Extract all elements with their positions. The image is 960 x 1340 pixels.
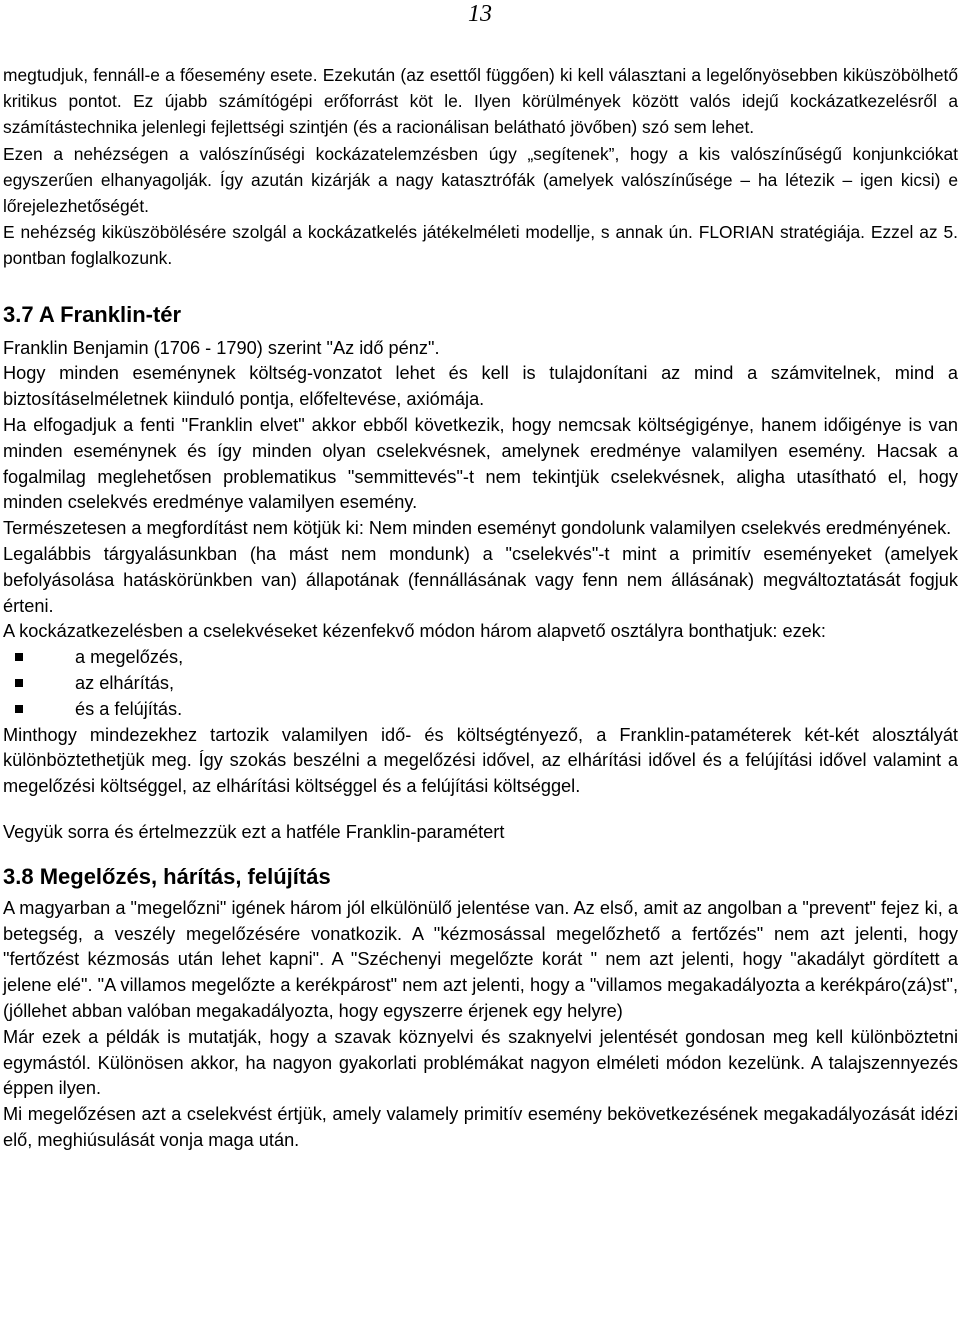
paragraph: Mi megelőzésen azt a cselekvést értjük, amely valamely primitív esemény bekövetkezésének megakadályozását idézi elő, meghiúsulását vonja maga után. — [3, 1104, 958, 1150]
intro-section — [3, 62, 958, 272]
list-item-label: az elhárítás, — [75, 672, 175, 693]
section-38-body — [3, 896, 958, 1154]
paragraph: Ha elfogadjuk a fenti "Franklin elvet" akkor ebből következik, hogy nemcsak költségigénye, hanem időigénye is van minden eseménynek és így minden olyan cselekvésnek, amelynek eredménye valamilyen esemény. Hacsak a fogalmilag meglehetősen problematikus "semmittevés"-t nem tekintjük cselekvésnek, aligha utasítható el, hogy minden cselekvés eredménye valamilyen esemény. — [3, 415, 958, 513]
paragraph: E nehézség kiküszöbölésére szolgál a kockázatkelés játékelméleti modellje, s annak ún. FLORIAN stratégiája. Ezzel az 5. pontban foglalkozunk. — [3, 222, 958, 269]
paragraph: Hogy minden eseménynek költség-vonzatot lehet és kell is tulajdonítani az mind a számvitelnek, mind a biztosításelméletnek kiinduló pontja, előfeltevése, axiómája. — [3, 363, 958, 410]
paragraph: A magyarban a "megelőzni" igének három jól elkülönülő jelentése van. Az első, amit az angolban a "prevent" fejez ki, a betegség, a veszély megelőzésére vonatkozik. A "kézmosással megelőzhető a fertőzés" nem azt jelenti, hogy "fertőzést kézmosás után lehet kapni". A "Széchenyi megelőzte korát " nem azt jelenti, hogy "akadályt gördített a jelene elé". "A villamos megelőzte a kerékpárost" nem azt jelenti, hogy a "villamos megakadályozta a kerékpáro(zá)st", (jóllehet abban valóban megakadályozta, hogy egyszerre érjenek egy helyre) — [3, 897, 958, 1021]
list-item-label: és a felújítás. — [75, 698, 183, 719]
paragraph: Minthogy mindezekhez tartozik valamilyen idő- és költségtényező, a Franklin-pataméterek két-két alosztályát különböztethetjük meg. Így szokás beszélni a megelőzési idővel, az elhárítási idővel és a felújítási idővel valamint a megelőzési költséggel, az elhárítási költséggel és a felújítási költséggel. — [3, 724, 958, 797]
page-number: 13 — [468, 1, 492, 27]
bullet-list — [3, 645, 958, 722]
paragraph-gap — [3, 800, 958, 820]
section-37-body — [3, 336, 958, 846]
paragraph: Franklin Benjamin (1706 - 1790) szerint "Az idő pénz". — [3, 337, 440, 358]
paragraph: Ezen a nehézségen a valószínűségi kockázatelemzésben úgy „segítenek”, hogy a kis valószínűségű konjunkciókat egyszerűen elhanyagolják. Így azután kizárják a nagy katasztrófák (amelyek valószínűsége – ha létezik – igen kicsi) e lőrejelezhetőségét. — [3, 143, 958, 217]
paragraph: Már ezek a példák is mutatják, hogy a szavak köznyelvi és szaknyelvi jelentését gondosan meg kell különböztetni egymástól. Különösen akkor, ha nagyon gyakorlati problémákat nagyon elméleti módon kezelünk. A talajszennyezés éppen ilyen. — [3, 1026, 958, 1099]
section-heading: 3.8 Megelőzés, hárítás, felújítás — [3, 863, 331, 889]
square-bullet-icon — [15, 679, 23, 687]
square-bullet-icon — [15, 653, 23, 661]
list-item — [3, 671, 958, 697]
paragraph: Legalábbis tárgyalásunkban (ha mást nem mondunk) a "cselekvés"-t mint a primitív eseményeket (amelyek befolyásolása hatáskörünkben van) állapotának (fennállásának vagy fenn nem állásának) megváltoztatását fogjuk érteni. — [3, 544, 958, 616]
paragraph: megtudjuk, fennáll-e a főesemény esete. Ezekután (az esettől függően) ki kell választani a legelőnyösebben kiküszöbölhető kritikus pontot. Ez újabb számítógépi erőforrást köt le. Ilyen körülmények között valós idejű kockázatkezelésről a számítástechnika jelenlegi fejlettségi szintjén (és a racionálisan belátható jövőben) szó sem lehet. — [3, 65, 958, 138]
paragraph: Természetesen a megfordítást nem kötjük ki: Nem minden eseményt gondolunk valamilyen cselekvés eredményének. — [3, 518, 952, 539]
section-heading: 3.7 A Franklin-tér — [3, 301, 182, 327]
paragraph: A kockázatkezelésben a cselekvéseket kézenfekvő módon három alapvető osztályra bonthatjuk: ezek: — [3, 621, 826, 642]
document-body — [3, 62, 958, 1154]
list-item-label: a megelőzés, — [75, 647, 184, 668]
list-item — [3, 645, 958, 671]
square-bullet-icon — [15, 705, 23, 713]
paragraph: Vegyük sorra és értelmezzük ezt a hatféle Franklin-paramétert — [3, 821, 505, 842]
list-item — [3, 697, 958, 723]
